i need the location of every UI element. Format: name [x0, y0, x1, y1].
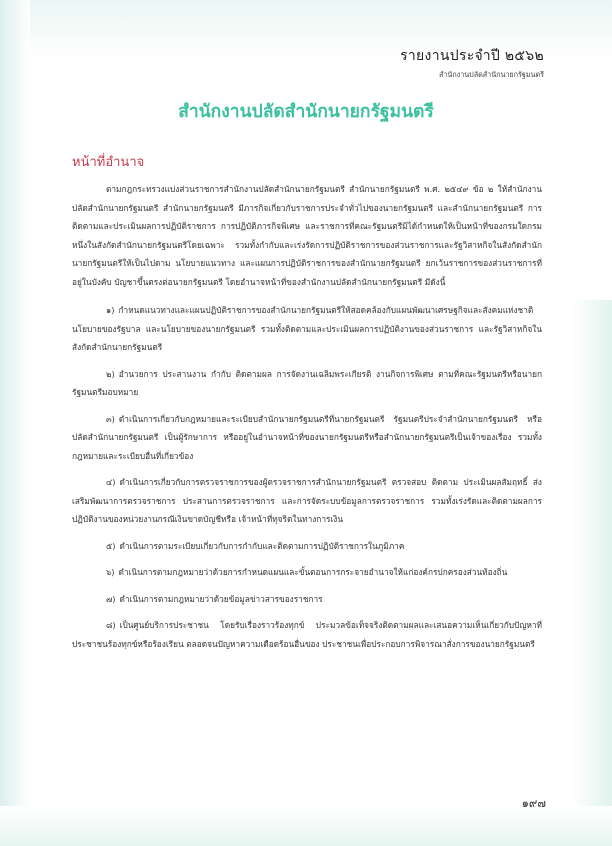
- report-title: รายงานประจำปี ๒๕๖๒: [400, 48, 544, 64]
- duty-text: เป็นศูนย์บริการประชาชน โดยรับเรื่องราวร้องทุกข์ ประมวลข้อเท็จจริงติดตามผลและเสนอความเห็นเกี่ยวกับปัญหาที่ประชาชนร้องทุกข์หรือร้องเรียน ตลอดจนปัญหาความเดือดร้อนอื่นของ ประชาชนเพื่อประกอบการพิจารณาสั่งการของนายกรัฐมนตรี: [72, 620, 542, 649]
- duty-text: ดำเนินการตามกฎหมายว่าด้วยการกำหนดแผนและขั้นตอนการกระจายอำนาจให้แก่องค์กรปกครองส่วนท้องถิ่น: [118, 567, 508, 577]
- duty-item: [72, 301, 542, 357]
- report-subtitle: สำนักงานปลัดสำนักนายกรัฐมนตรี: [439, 70, 544, 79]
- chapter-title: สำนักงานปลัดสำนักนายกรัฐมนตรี: [178, 102, 434, 122]
- duty-text: ดำเนินการเกี่ยวกับการตรวจราชการของผู้ตรวจราชการสำนักนายกรัฐมนตรี ตรวจสอบ ติดตาม ประเมินผลสัมฤทธิ์ ส่งเสริมพัฒนาการตรวจราชการ ประสานการตรวจราชการ และการจัดระบบข้อมูลการตรวจราชการ รวมทั้งเร่งรัดและติดตามผลการปฏิบัติงานของหน่วยงานกรณีเงินขาดบัญชีหรือ เจ้าหน้าที่ทุจริตในทางการเงิน: [72, 477, 542, 524]
- left-decoration: [0, 0, 30, 846]
- duty-item: [72, 616, 542, 653]
- duty-text: ดำเนินการเกี่ยวกับกฎหมายและระเบียบสำนักนายกรัฐมนตรีที่นายกรัฐมนตรี รัฐมนตรีประจำสำนักนายกรัฐมนตรี หรือปลัดสำนักนายกรัฐมนตรี เป็นผู้รักษาการ หรืออยู่ในอำนาจหน้าที่ของนายกรัฐมนตรีหรือสำนักนายกรัฐมนตรีเป็นเจ้าของเรื่อง รวมทั้งกฎหมายและระเบียบอื่นที่เกี่ยวข้อง: [72, 413, 542, 461]
- page-number: ๑๙๗: [521, 796, 546, 810]
- duty-text: ดำเนินการตามกฎหมายว่าด้วยข้อมูลข่าวสารของราชการ: [119, 593, 323, 604]
- right-decoration: [572, 300, 612, 846]
- duty-number: ๗): [106, 593, 116, 604]
- duty-number: ๑): [106, 305, 115, 315]
- document-body: [72, 180, 542, 661]
- duty-item: [72, 563, 542, 582]
- duty-text: ดำเนินการตามระเบียบเกี่ยวกับการกำกับและติดตามการปฏิบัติราชการในภูมิภาค: [119, 540, 405, 551]
- duty-item: [72, 410, 542, 466]
- duty-number: ๔): [106, 477, 116, 487]
- duty-item: [72, 365, 542, 402]
- section-heading: หน้าที่อำนาจ: [72, 155, 145, 170]
- duty-number: ๕): [106, 540, 116, 551]
- duty-number: ๓): [106, 413, 115, 424]
- duty-item: [72, 590, 542, 609]
- duty-number: ๘): [106, 620, 116, 630]
- bottom-decoration: [0, 806, 612, 846]
- duty-text: อำนวยการ ประสานงาน กำกับ ติดตามผล การจัดงานเฉลิมพระเกียรติ งานกิจการพิเศษ ตามที่คณะรัฐมนตรีหรือนายกรัฐมนตรีมอบหมาย: [72, 368, 542, 397]
- duty-number: ๖): [106, 567, 115, 577]
- duty-item: [72, 473, 542, 529]
- page-header: [400, 45, 544, 81]
- intro-paragraph: ตามกฎกระทรวงแบ่งส่วนราชการสำนักงานปลัดสำนักนายกรัฐมนตรี สำนักนายกรัฐมนตรี พ.ศ. ๒๕๔๙ ข้อ ๒ ให้สำนักงานปลัดสำนักนายกรัฐมนตรี สำนักนายกรัฐมนตรี มีภารกิจเกี่ยวกับราชการประจำทั่วไปของนายกรัฐมนตรี และสำนักนายกรัฐมนตรี การติดตามและประเมินผลการปฏิบัติราชการ การปฏิบัติภารกิจพิเศษ และราชการที่คณะรัฐมนตรีมิได้กำหนดให้เป็นหน้าที่ของกรมใดกรมหนึ่งในสังกัดสำนักนายกรัฐมนตรีโดยเฉพาะ รวมทั้งกำกับและเร่งรัดการปฏิบัติราชการของส่วนราชการและรัฐวิสาหกิจในสังกัดสำนักนายกรัฐมนตรีให้เป็นไปตาม นโยบายแนวทาง และแผนการปฏิบัติราชการของสำนักนายกรัฐมนตรี ยกเว้นราชการของส่วนราชการที่อยู่ในบังคับ บัญชาขึ้นตรงต่อนายกรัฐมนตรี โดยอำนาจหน้าที่ของสำนักงานปลัดสำนักนายกรัฐมนตรี มีดังนี้: [72, 184, 542, 287]
- duty-number: ๒): [106, 368, 115, 379]
- duty-text: กำหนดแนวทางและแผนปฏิบัติราชการของสำนักนายกรัฐมนตรีให้สอดคล้องกับแผนพัฒนาเศรษฐกิจและสังคมแห่งชาติ นโยบายของรัฐบาล และนโยบายของนายกรัฐมนตรี รวมทั้งติดตามและประเมินผลการปฏิบัติงานของส่วนราชการ และรัฐวิสาหกิจในสังกัดสำนักนายกรัฐมนตรี: [72, 305, 542, 352]
- duty-item: [72, 537, 542, 556]
